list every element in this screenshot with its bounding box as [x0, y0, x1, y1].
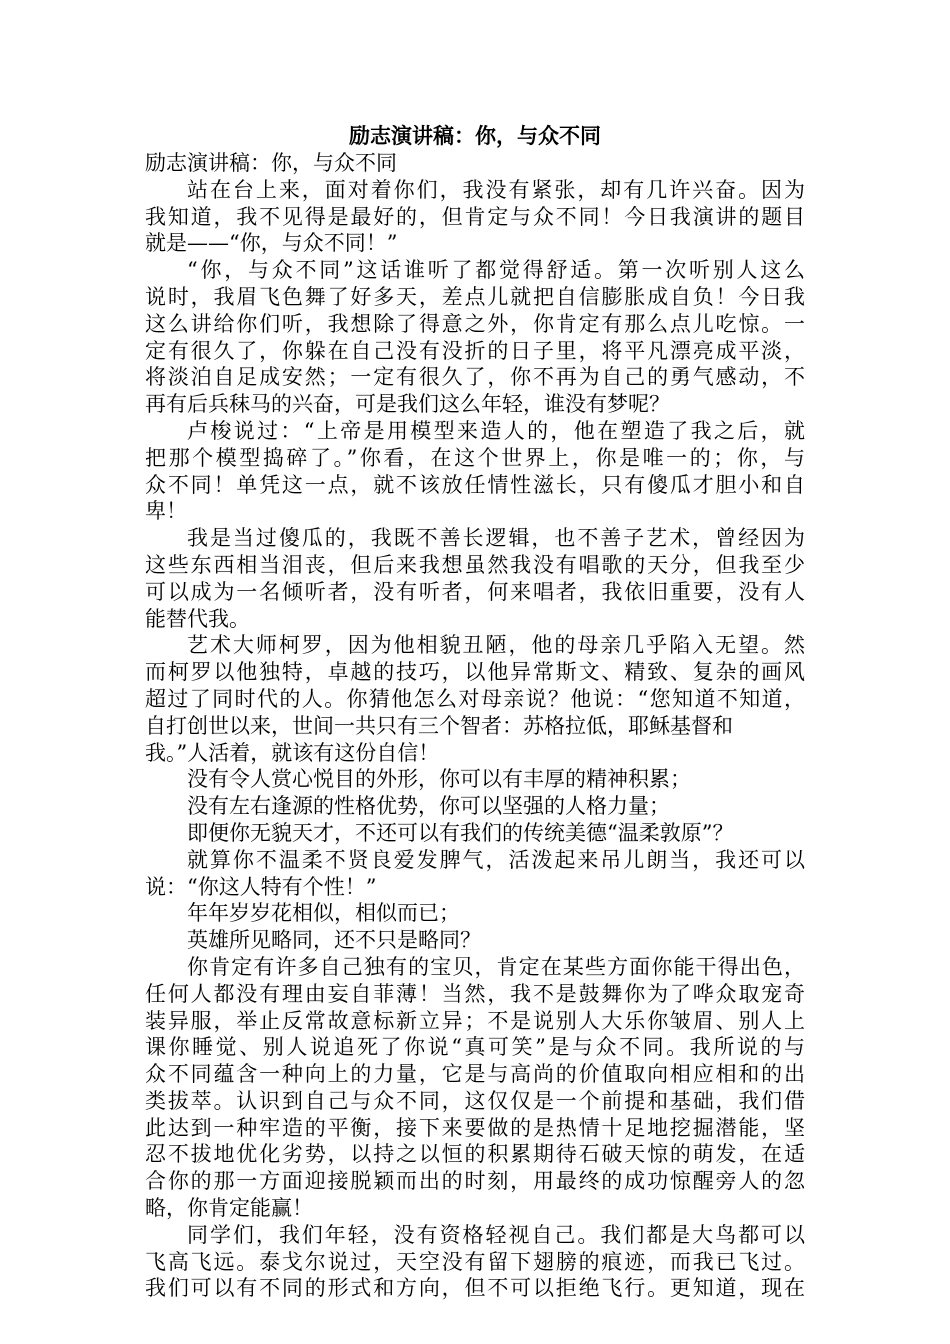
text-line: 励志演讲稿：你，与众不同	[145, 151, 397, 175]
text-line: 把那个模型捣碎了。”你看，在这个世界上，你是唯一的；你，与	[145, 445, 805, 470]
text-line: 说：“你这人特有个性！”	[145, 874, 377, 899]
text-line: 飞高飞远。泰戈尔说过，天空没有留下翅膀的痕迹，而我已飞过。	[145, 1249, 805, 1274]
text-line: 我是当过傻瓜的，我既不善长逻辑，也不善子艺术，曾经因为	[187, 526, 805, 551]
text-line: 我们可以有不同的形式和方向，但不可以拒绝飞行。更知道，现在	[145, 1276, 805, 1301]
text-line: 卢梭说过：“上帝是用模型来造人的，他在塑造了我之后，就	[187, 418, 805, 443]
text-line: 众不同！单凭这一点，就不该放任情性滋长，只有傻瓜才胆小和自	[145, 472, 805, 497]
text-line: 英雄所见略同，还不只是略同？	[187, 928, 481, 953]
text-line: 类拔萃。认识到自己与众不同，这仅仅是一个前提和基础，我们借	[145, 1088, 805, 1113]
text-line: 卑！	[145, 499, 187, 524]
text-line: “你，与众不同”这话谁听了都觉得舒适。第一次听别人这么	[187, 258, 805, 283]
text-line: 定有很久了，你躲在自己没有没折的日子里，将平凡漂亮成平淡，	[145, 338, 805, 363]
text-line: 任何人都没有理由妄自菲薄！当然，我不是鼓舞你为了哗众取宠奇	[145, 981, 805, 1006]
text-line: 就算你不温柔不贤良爱发脾气，活泼起来吊儿朗当，我还可以	[187, 847, 805, 872]
text-line: 忍不拔地优化劣势，以持之以恒的积累期待石破天惊的萌发，在适	[145, 1142, 805, 1167]
text-line: 众不同蕴含一种向上的力量，它是与高尚的价值取向相应相和的出	[145, 1062, 805, 1087]
text-line: 课你睡觉、别人说追死了你说“真可笑”是与众不同。我所说的与	[145, 1035, 805, 1060]
text-line: 略，你肯定能赢！	[145, 1196, 313, 1221]
text-line: 装异服，举止反常故意标新立异；不是说别人大乐你皱眉、别人上	[145, 1008, 805, 1033]
text-line: 可以成为一名倾听者，没有听者，何来唱者，我依旧重要，没有人	[145, 579, 805, 604]
text-line: 这么讲给你们听，我想除了得意之外，你肯定有那么点儿吃惊。一	[145, 311, 805, 336]
text-line: 说时，我眉飞色舞了好多天，差点儿就把自信膨胀成自负！今日我	[145, 284, 805, 309]
text-line: 没有左右逢源的性格优势，你可以坚强的人格力量；	[187, 794, 670, 819]
text-line: 而柯罗以他独特，卓越的技巧，以他异常斯文、精致、复杂的画风	[145, 660, 805, 685]
text-line: 再有后兵秣马的兴奋，可是我们这么年轻，谁没有梦呢？	[145, 392, 670, 417]
document-body	[145, 150, 805, 1302]
text-line: 我知道，我不见得是最好的，但肯定与众不同！今日我演讲的题目	[145, 204, 805, 229]
text-line: 站在台上来，面对着你们，我没有紧张，却有几许兴奋。因为	[187, 177, 805, 202]
text-line: 年年岁岁花相似，相似而已；	[187, 901, 460, 926]
text-line: 艺术大师柯罗，因为他相貌丑陋，他的母亲几乎陷入无望。然	[187, 633, 805, 658]
text-line: 自打创世以来，世间一共只有三个智者：苏格拉低，耶稣基督和	[145, 713, 733, 738]
text-line: 没有令人赏心悦目的外形，你可以有丰厚的精神积累；	[187, 767, 691, 792]
text-line: 同学们，我们年轻，没有资格轻视自己。我们都是大鸟都可以	[187, 1222, 805, 1247]
document-title: 励志演讲稿：你，与众不同	[349, 124, 601, 148]
text-line: 将淡泊自足成安然；一定有很久了，你不再为自己的勇气感动，不	[145, 365, 805, 390]
text-line: 就是——“你，与众不同！”	[145, 231, 398, 256]
text-line: 你肯定有许多自己独有的宝贝，肯定在某些方面你能干得出色，	[187, 954, 805, 979]
text-line: 即便你无貌天才，不还可以有我们的传统美德“温柔敦原”？	[187, 820, 734, 845]
text-line: 合你的那一方面迎接脱颖而出的时刻，用最终的成功惊醒旁人的忽	[145, 1169, 805, 1194]
text-line: 这些东西相当泪丧，但后来我想虽然我没有唱歌的天分，但我至少	[145, 552, 805, 577]
text-line: 我。”人活着，就该有这份自信！	[145, 740, 440, 765]
text-line: 超过了同时代的人。你猜他怎么对母亲说？他说：“您知道不知道，	[145, 686, 805, 711]
text-line: 此达到一种牢造的平衡，接下来要做的是热情十足地挖掘潜能，坚	[145, 1115, 805, 1140]
text-line: 能替代我。	[145, 606, 250, 631]
